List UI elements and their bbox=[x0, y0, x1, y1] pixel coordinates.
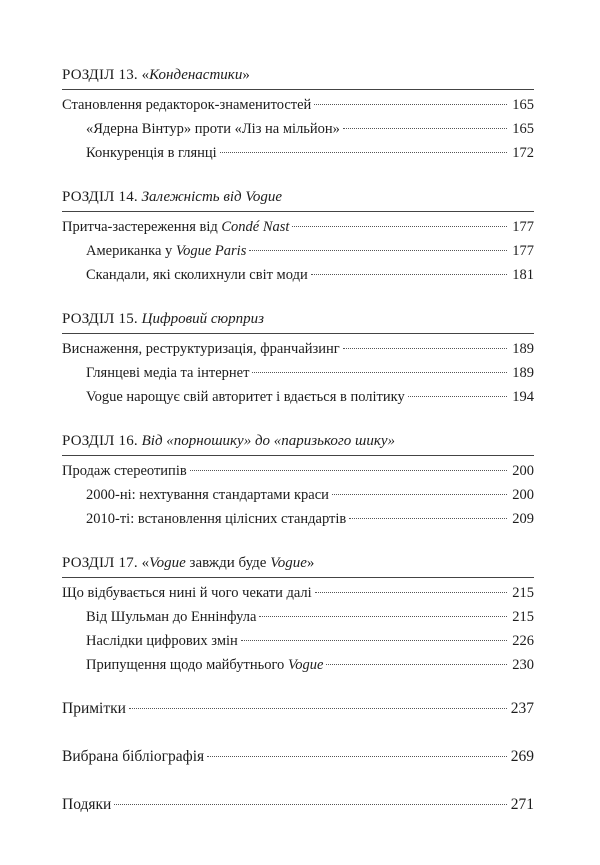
chapter-label: РОЗДІЛ 17. bbox=[62, 555, 138, 571]
entry-label: Конкуренція в глянці bbox=[86, 145, 217, 161]
chapter-13-section bbox=[62, 64, 534, 164]
chapter-16-section bbox=[62, 430, 534, 530]
dot-leader bbox=[249, 250, 507, 251]
chapter-label: РОЗДІЛ 15. bbox=[62, 311, 138, 327]
chapter-title: Залежність від Vogue bbox=[141, 189, 283, 205]
entry-page: 226 bbox=[512, 633, 534, 649]
chapter-heading bbox=[62, 430, 534, 452]
entry-page: 165 bbox=[512, 121, 534, 137]
entry-page: 200 bbox=[512, 487, 534, 503]
chapter-heading bbox=[62, 552, 534, 574]
chapter-rule bbox=[62, 455, 534, 456]
entry-label: Vogue нарощує свій авторитет і вдається в політику bbox=[86, 389, 405, 405]
entry-page: 237 bbox=[510, 700, 534, 717]
chapter-17-section bbox=[62, 552, 534, 676]
entry-page: 269 bbox=[510, 748, 534, 765]
entry-label: 2000-ні: нехтування стандартами краси bbox=[86, 487, 329, 503]
entry-page: 165 bbox=[512, 97, 534, 113]
entry-page: 271 bbox=[510, 796, 534, 813]
entry-page: 177 bbox=[512, 219, 534, 235]
toc-subentry[interactable] bbox=[62, 484, 534, 506]
entry-page: 189 bbox=[512, 365, 534, 381]
entry-page: 181 bbox=[512, 267, 534, 283]
chapter-title: Цифровий сюрприз bbox=[141, 311, 264, 327]
entry-page: 215 bbox=[512, 609, 534, 625]
entry-page: 172 bbox=[512, 145, 534, 161]
toc-subentry[interactable] bbox=[62, 264, 534, 286]
entry-page: 215 bbox=[512, 585, 534, 601]
entry-label: «Ядерна Вінтур» проти «Ліз на мільйон» bbox=[86, 121, 340, 137]
dot-leader bbox=[241, 640, 507, 641]
entry-label: Припущення щодо майбутнього Vogue bbox=[86, 657, 324, 673]
entry-label: Скандали, які сколихнули світ моди bbox=[86, 267, 308, 283]
dot-leader bbox=[343, 348, 507, 349]
chapter-rule bbox=[62, 577, 534, 578]
dot-leader bbox=[220, 152, 507, 153]
back-matter bbox=[62, 698, 534, 816]
entry-label: Продаж стереотипів bbox=[62, 463, 187, 479]
chapter-15-section bbox=[62, 308, 534, 408]
dot-leader bbox=[314, 104, 507, 105]
dot-leader bbox=[349, 518, 507, 519]
entry-label: Наслідки цифрових змін bbox=[86, 633, 238, 649]
entry-label: Від Шульман до Еннінфула bbox=[86, 609, 257, 625]
toc-entry[interactable] bbox=[62, 582, 534, 604]
entry-label: Подяки bbox=[62, 796, 112, 813]
table-of-contents bbox=[62, 64, 534, 842]
dot-leader bbox=[207, 756, 507, 757]
toc-entry[interactable] bbox=[62, 216, 534, 238]
dot-leader bbox=[408, 396, 507, 397]
toc-entry-bibliography[interactable] bbox=[62, 746, 534, 768]
dot-leader bbox=[190, 470, 507, 471]
chapter-label: РОЗДІЛ 13. bbox=[62, 67, 138, 83]
entry-page: 177 bbox=[512, 243, 534, 259]
toc-entry[interactable] bbox=[62, 338, 534, 360]
chapter-title: «Vogue завжди буде Vogue» bbox=[141, 555, 315, 571]
toc-subentry[interactable] bbox=[62, 630, 534, 652]
toc-subentry[interactable] bbox=[62, 142, 534, 164]
dot-leader bbox=[129, 708, 507, 709]
chapter-heading bbox=[62, 186, 534, 208]
entry-label: Глянцеві медіа та інтернет bbox=[86, 365, 250, 381]
chapter-rule bbox=[62, 211, 534, 212]
chapter-heading bbox=[62, 308, 534, 330]
dot-leader bbox=[326, 664, 507, 665]
dot-leader bbox=[114, 804, 507, 805]
chapter-title: «Конденастики» bbox=[141, 67, 250, 83]
toc-entry-acknowledgements[interactable] bbox=[62, 794, 534, 816]
chapter-14-section bbox=[62, 186, 534, 286]
dot-leader bbox=[259, 616, 507, 617]
entry-page: 194 bbox=[512, 389, 534, 405]
entry-label: Примітки bbox=[62, 700, 126, 717]
entry-label: Становлення редакторок-знаменитостей bbox=[62, 97, 312, 113]
dot-leader bbox=[315, 592, 507, 593]
toc-subentry[interactable] bbox=[62, 654, 534, 676]
entry-label: Американка у Vogue Paris bbox=[86, 243, 247, 259]
toc-entry[interactable] bbox=[62, 94, 534, 116]
dot-leader bbox=[292, 226, 507, 227]
chapter-heading bbox=[62, 64, 534, 86]
entry-page: 209 bbox=[512, 511, 534, 527]
entry-label: Що відбувається нині й чого чекати далі bbox=[62, 585, 312, 601]
toc-subentry[interactable] bbox=[62, 606, 534, 628]
chapter-label: РОЗДІЛ 16. bbox=[62, 433, 138, 449]
toc-subentry[interactable] bbox=[62, 362, 534, 384]
toc-subentry[interactable] bbox=[62, 508, 534, 530]
toc-subentry[interactable] bbox=[62, 240, 534, 262]
dot-leader bbox=[332, 494, 507, 495]
chapter-rule bbox=[62, 89, 534, 90]
chapter-label: РОЗДІЛ 14. bbox=[62, 189, 138, 205]
entry-page: 230 bbox=[512, 657, 534, 673]
chapter-rule bbox=[62, 333, 534, 334]
entry-page: 200 bbox=[512, 463, 534, 479]
chapter-title: Від «порношику» до «паризького шику» bbox=[141, 433, 396, 449]
toc-subentry[interactable] bbox=[62, 386, 534, 408]
dot-leader bbox=[343, 128, 507, 129]
toc-entry-notes[interactable] bbox=[62, 698, 534, 720]
entry-label: Вибрана бібліографія bbox=[62, 748, 205, 765]
dot-leader bbox=[252, 372, 507, 373]
entry-label: 2010-ті: встановлення цілісних стандартів bbox=[86, 511, 347, 527]
entry-page: 189 bbox=[512, 341, 534, 357]
entry-label: Виснаження, реструктуризація, франчайзинг bbox=[62, 341, 340, 357]
toc-subentry[interactable] bbox=[62, 118, 534, 140]
toc-entry[interactable] bbox=[62, 460, 534, 482]
entry-label: Притча-застереження від Condé Nast bbox=[62, 219, 290, 235]
dot-leader bbox=[311, 274, 507, 275]
